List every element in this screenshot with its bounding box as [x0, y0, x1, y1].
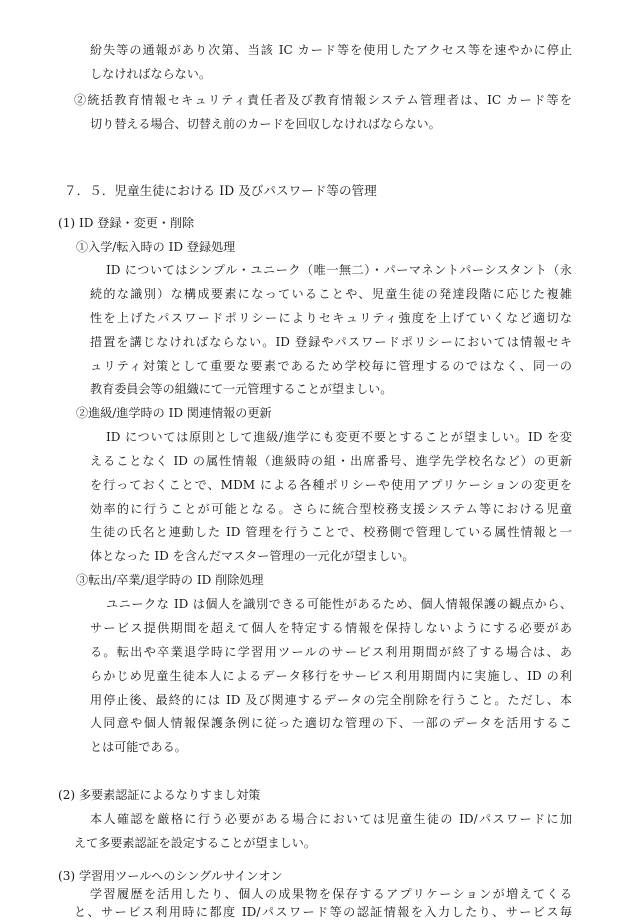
item-heading: ②進級/進学時の ID 関連情報の更新 — [76, 406, 272, 420]
paragraph-line: る。転出や卒業退学時に学習用ツールのサービス利用期間が終了する場合は、あ — [90, 645, 572, 659]
paragraph-line: 措置を講じなければならない。ID 登録やパスワードポリシーにおいては情報セキ — [90, 335, 572, 349]
paragraph-line: 効率的に行うことが可能となる。さらに統合型校務支援システム等における児童 — [90, 502, 572, 516]
paragraph-line: らかじめ児童生徒本人によるデータ移行をサービス利用期間内に実施し、ID の利 — [90, 669, 572, 683]
paragraph-line: 続的な識別）な構成要素になっていることや、児童生徒の発達段階に応じた複雑 — [90, 287, 572, 301]
subsection-heading: (3) 学習用ツールへのシングルサインオン — [58, 869, 283, 883]
list-item-2-line: 切り替える場合、切替え前のカードを回収しなければならない。 — [90, 117, 441, 131]
paragraph-line: えることなく ID の属性情報（進級時の組・出席番号、進学先学校名など）の更新 — [90, 454, 572, 468]
paragraph-line: ュリティ対策として重要な要素であるため学校毎に管理するのではなく、同一の — [90, 359, 572, 373]
paragraph-line: 人同意や個人情報保護条例に従った適切な管理の下、一部のデータを活用するこ — [90, 716, 572, 730]
paragraph-line: と、サービス利用時に都度 ID/パスワード等の認証情報を入力したり、サービス毎 — [74, 905, 572, 919]
paragraph-line: 体となった ID を含んだマスター管理の一元化が望ましい。 — [90, 549, 415, 563]
subsection-heading: (2) 多要素認証によるなりすまし対策 — [58, 788, 261, 802]
item-heading: ①入学/転入時の ID 登録処理 — [76, 240, 236, 254]
paragraph-line: ユニークな ID は個人を識別できる可能性があるため、個人情報保護の観点から、 — [106, 597, 572, 611]
paragraph-line: ID についてはシンプル・ユニーク（唯一無二）・パーマネントパーシスタント（永 — [106, 263, 572, 277]
list-item-2-line: ②統括教育情報セキュリティ責任者及び教育情報システム管理者は、IC カード等を — [74, 93, 572, 107]
paragraph-line: とは可能である。 — [90, 740, 187, 754]
paragraph-line: 本人確認を厳格に行う必要がある場合においては児童生徒の ID/パスワードに加 — [90, 812, 572, 826]
subsection-heading: (1) ID 登録・変更・削除 — [58, 216, 195, 230]
paragraph-line: 性を上げたパスワードポリシーによりセキュリティ強度を上げていくなど適切な — [90, 311, 572, 325]
paragraph-line: しなければならない。 — [90, 67, 211, 81]
paragraph-line: 紛失等の通報があり次第、当該 IC カード等を使用したアクセス等を速やかに停止 — [90, 43, 572, 57]
paragraph-line: 生徒の氏名と連動した ID 管理を行うことで、校務側で管理している属性情報と一 — [90, 525, 572, 539]
paragraph-line: 学習履歴を活用したり、個人の成果物を保存するアプリケーションが増えてくる — [90, 887, 572, 901]
paragraph-line: ID については原則として進級/進学にも変更不要とすることが望ましい。ID を変 — [106, 430, 572, 444]
paragraph-line: 教育委員会等の組織にて一元管理することが望ましい。 — [90, 382, 393, 396]
item-heading: ③転出/卒業/退学時の ID 削除処理 — [76, 573, 264, 587]
paragraph-line: サービス提供期間を超えて個人を特定する情報を保持しないようにする必要があ — [90, 621, 572, 635]
paragraph-line: えて多要素認証を設定することが望ましい。 — [74, 836, 316, 850]
paragraph-line: 用停止後、最終的には ID 及び関連するデータの完全削除を行うこと。ただし、本 — [90, 693, 572, 707]
paragraph-line: を行っておくことで、MDM による各種ポリシーや使用アプリケーションの変更を — [90, 478, 572, 492]
section-title: ７．５．児童生徒における ID 及びパスワード等の管理 — [64, 183, 377, 198]
